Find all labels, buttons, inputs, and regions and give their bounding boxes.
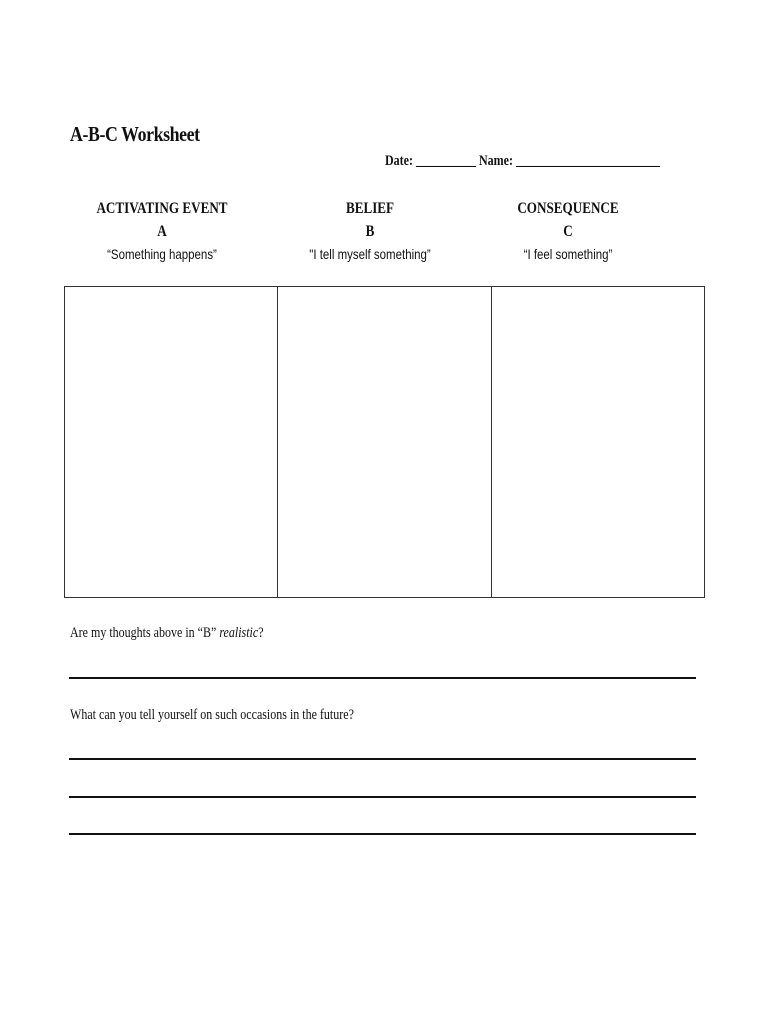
date-name-field[interactable]: Date: __________ Name: ________________________ [385,153,660,169]
answer-line[interactable] [69,833,696,835]
consequence-cell[interactable] [491,287,704,597]
activating-event-cell[interactable] [65,287,277,597]
column-heading: CONSEQUENCE [517,200,619,217]
answer-line[interactable] [69,677,696,679]
question-realistic [70,625,264,642]
question-future: What can you tell yourself on such occasions in the future? [70,707,354,723]
belief-cell[interactable] [277,287,490,597]
column-caption: “I feel something” [523,246,613,262]
column-heading: BELIEF [345,200,395,217]
question-mark: ? [258,625,264,641]
column-letter: C [563,223,573,240]
column-caption: "I tell myself something” [309,246,431,262]
column-header-belief [270,197,470,265]
column-heading: ACTIVATING EVENT [96,200,228,217]
column-header-activating-event [62,197,262,265]
answer-line[interactable] [69,796,696,798]
abc-entry-table [64,286,705,598]
question-text: Are my thoughts above in “B” [70,625,220,641]
answer-line[interactable] [69,758,696,760]
column-letter: B [365,223,375,240]
column-letter: A [157,223,167,240]
column-header-consequence [468,197,668,265]
column-caption: “Something happens” [107,246,217,262]
question-emphasis: realistic [219,625,259,641]
worksheet-title: A-B-C Worksheet [70,122,200,146]
